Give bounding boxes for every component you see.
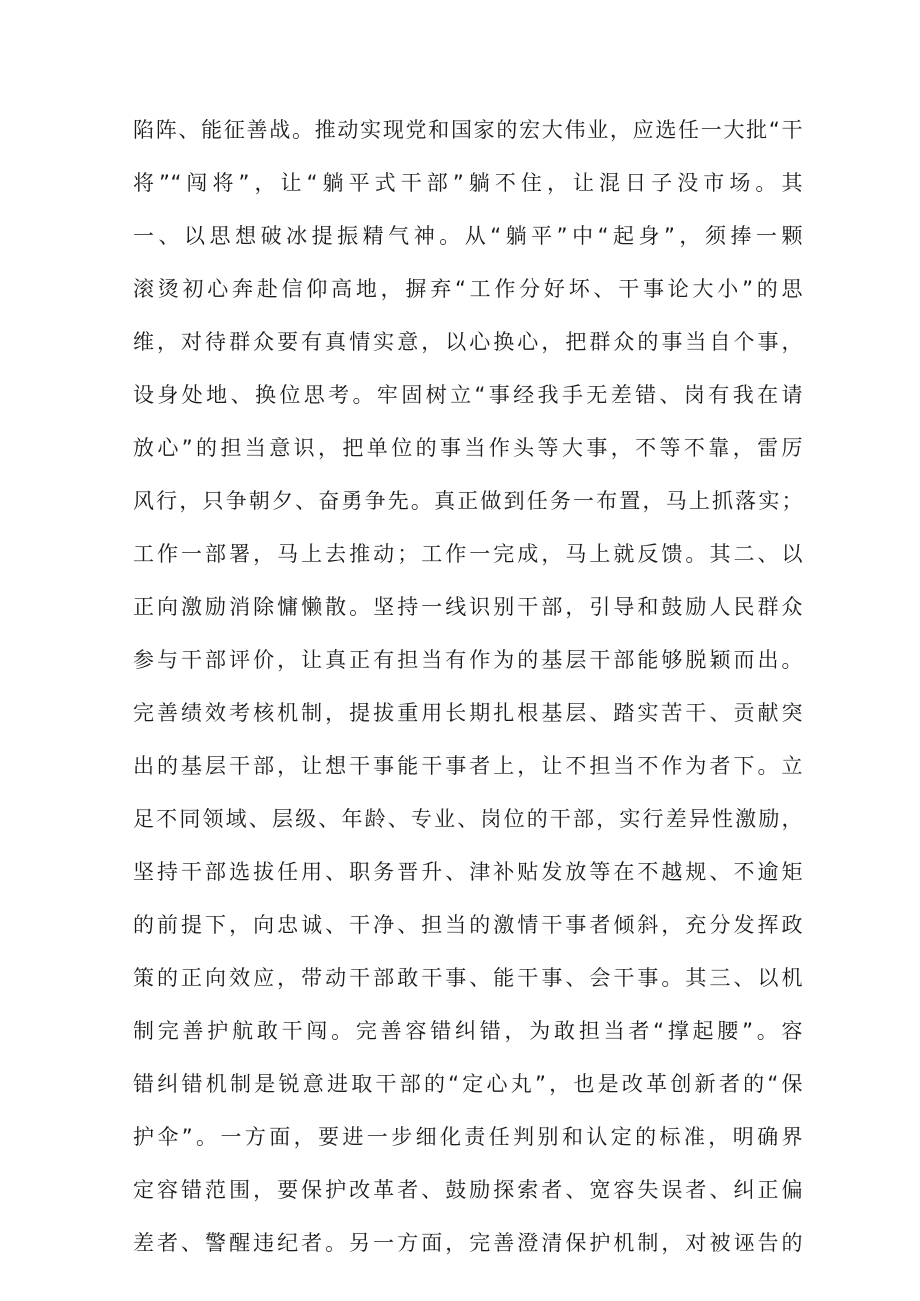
text-line: 风行，只争朝夕、奋勇争先。真正做到任务一布置，马上抓落实；: [133, 489, 803, 513]
text-line: 坚持干部选拔任用、职务晋升、津补贴发放等在不越规、不逾矩: [133, 860, 803, 884]
text-line: 差者、警醒违纪者。另一方面，完善澄清保护机制，对被诬告的: [133, 1231, 803, 1255]
text-line: 参与干部评价，让真正有担当有作为的基层干部能够脱颖而出。: [133, 648, 803, 672]
text-line: 的前提下，向忠诚、干净、担当的激情干事者倾斜，充分发挥政: [133, 913, 803, 937]
text-line: 陷阵、能征善战。推动实现党和国家的宏大伟业，应选任一大批“干: [133, 118, 803, 142]
text-line: 护伞”。一方面，要进一步细化责任判别和认定的标准，明确界: [133, 1125, 803, 1149]
text-line: 错纠错机制是锐意进取干部的“定心丸”，也是改革创新者的“保: [133, 1072, 803, 1096]
text-line: 设身处地、换位思考。牢固树立“事经我手无差错、岗有我在请: [133, 383, 803, 407]
text-line: 滚烫初心奔赴信仰高地，摒弃“工作分好坏、干事论大小”的思: [133, 277, 803, 301]
text-line: 维，对待群众要有真情实意，以心换心，把群众的事当自个事，: [133, 330, 803, 354]
text-line: 一、以思想破冰提振精气神。从“躺平”中“起身”，须捧一颗: [133, 224, 803, 248]
text-line: 制完善护航敢干闯。完善容错纠错，为敢担当者“撑起腰”。容: [133, 1019, 803, 1043]
text-line: 出的基层干部，让想干事能干事者上，让不担当不作为者下。立: [133, 754, 803, 778]
text-line: 将”“闯将”，让“躺平式干部”躺不住，让混日子没市场。其: [133, 171, 803, 195]
text-line: 足不同领域、层级、年龄、专业、岗位的干部，实行差异性激励，: [133, 807, 803, 831]
body-paragraph: [133, 104, 803, 1270]
text-line: 放心”的担当意识，把单位的事当作头等大事，不等不靠，雷厉: [133, 436, 803, 460]
text-line: 工作一部署，马上去推动；工作一完成，马上就反馈。其二、以: [133, 542, 803, 566]
text-line: 完善绩效考核机制，提拔重用长期扎根基层、踏实苦干、贡献突: [133, 701, 803, 725]
text-line: 策的正向效应，带动干部敢干事、能干事、会干事。其三、以机: [133, 966, 803, 990]
text-line: 正向激励消除慵懒散。坚持一线识别干部，引导和鼓励人民群众: [133, 595, 803, 619]
text-line: 定容错范围，要保护改革者、鼓励探索者、宽容失误者、纠正偏: [133, 1178, 803, 1202]
